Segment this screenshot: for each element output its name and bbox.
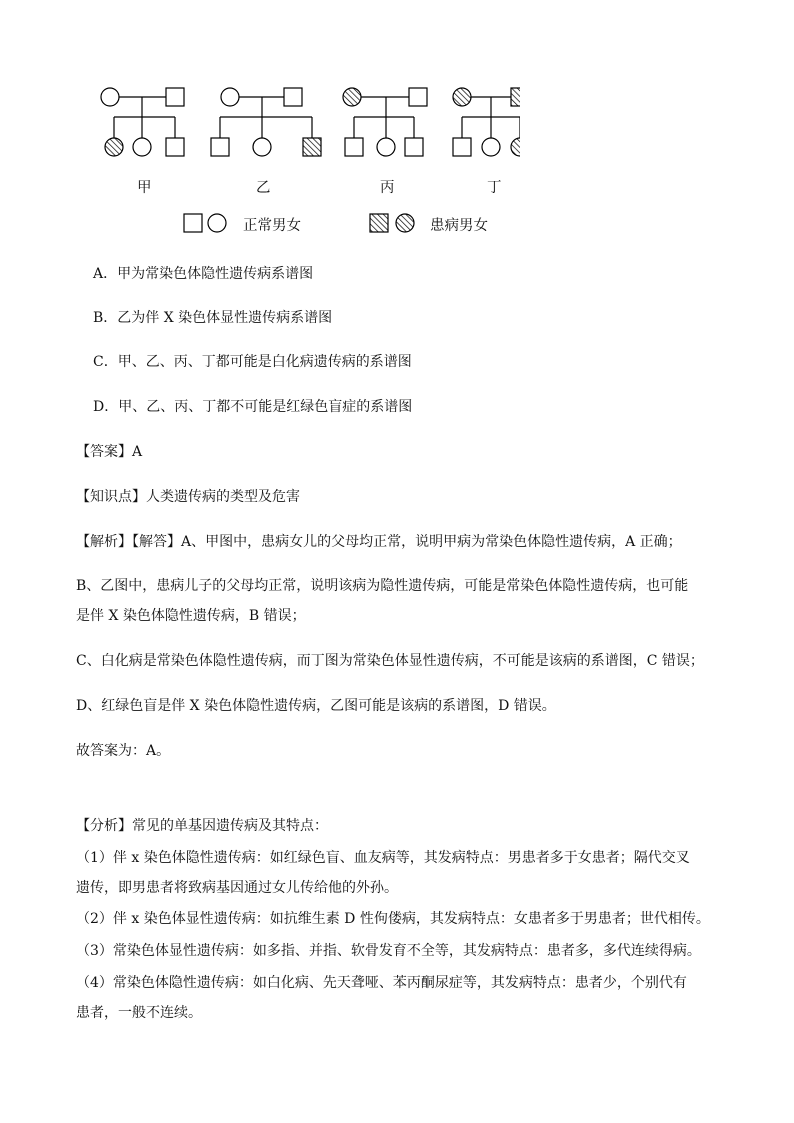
- option-c: C．甲、乙、丙、丁都可能是白化病遗传病的系谱图: [93, 354, 412, 370]
- pedigree-label-bing: 丙: [380, 180, 395, 196]
- option-d: D．甲、乙、丙、丁都不可能是红绿色盲症的系谱图: [93, 399, 413, 415]
- fenxi-title: 【分析】常见的单基因遗传病及其特点：: [76, 818, 328, 834]
- analysis-line-2: B、乙图中，患病儿子的父母均正常，说明该病为隐性遗传病，可能是常染色体隐性遗传病，也可能: [76, 578, 689, 594]
- fenxi-item-4a: （4）常染色体隐性遗传病：如白化病、先天聋哑、苯丙酮尿症等，其发病特点：患者少，个别代有: [76, 975, 687, 991]
- analysis-line-5: D、红绿色盲是伴 X 染色体隐性遗传病，乙图可能是该病的系谱图，D 错误。: [76, 698, 556, 714]
- pedigree-label-ding: 丁: [487, 180, 502, 196]
- analysis-line-1: 【解析】【解答】A、甲图中，患病女儿的父母均正常，说明甲病为常染色体隐性遗传病，A 正确；: [76, 534, 682, 550]
- option-b: B．乙为伴 X 染色体显性遗传病系谱图: [93, 310, 333, 326]
- pedigree-ding: [453, 88, 520, 156]
- analysis-line-3: 是伴 X 染色体隐性遗传病，B 错误；: [76, 608, 306, 624]
- pedigree-label-jia: 甲: [137, 180, 152, 196]
- fenxi-item-4b: 患者，一般不连续。: [76, 1005, 202, 1021]
- fenxi-item-3: （3）常染色体显性遗传病：如多指、并指、软骨发育不全等，其发病特点：患者多，多代连续得病。: [76, 943, 701, 959]
- fenxi-item-2: （2）伴 x 染色体显性遗传病：如抗维生素 D 性佝偻病，其发病特点：女患者多于男患者；世代相传。: [76, 911, 710, 927]
- legend-normal-symbols: [184, 214, 226, 232]
- analysis-line-4: C、白化病是常染色体隐性遗传病，而丁图为常染色体显性遗传病，不可能是该病的系谱图，C 错误；: [76, 653, 704, 669]
- legend-affected-label: 患病男女: [430, 218, 488, 234]
- option-a: A．甲为常染色体隐性遗传病系谱图: [93, 266, 314, 282]
- pedigree-label-yi: 乙: [256, 180, 271, 196]
- fenxi-item-1a: （1）伴 x 染色体隐性遗传病：如红绿色盲、血友病等，其发病特点：男患者多于女患者；隔代交叉: [76, 850, 690, 866]
- analysis-conclusion: 故答案为：A。: [76, 743, 171, 759]
- answer-line: 【答案】A: [76, 444, 143, 460]
- pedigree-bing: [343, 88, 427, 156]
- pedigree-jia: [101, 88, 184, 156]
- legend-affected-symbols: [370, 214, 414, 232]
- knowledge-point: 【知识点】人类遗传病的类型及危害: [76, 489, 300, 505]
- fenxi-item-1b: 遗传，即男患者将致病基因通过女儿传给他的外孙。: [76, 880, 398, 896]
- legend-normal-label: 正常男女: [243, 218, 301, 234]
- pedigree-yi: [211, 88, 321, 156]
